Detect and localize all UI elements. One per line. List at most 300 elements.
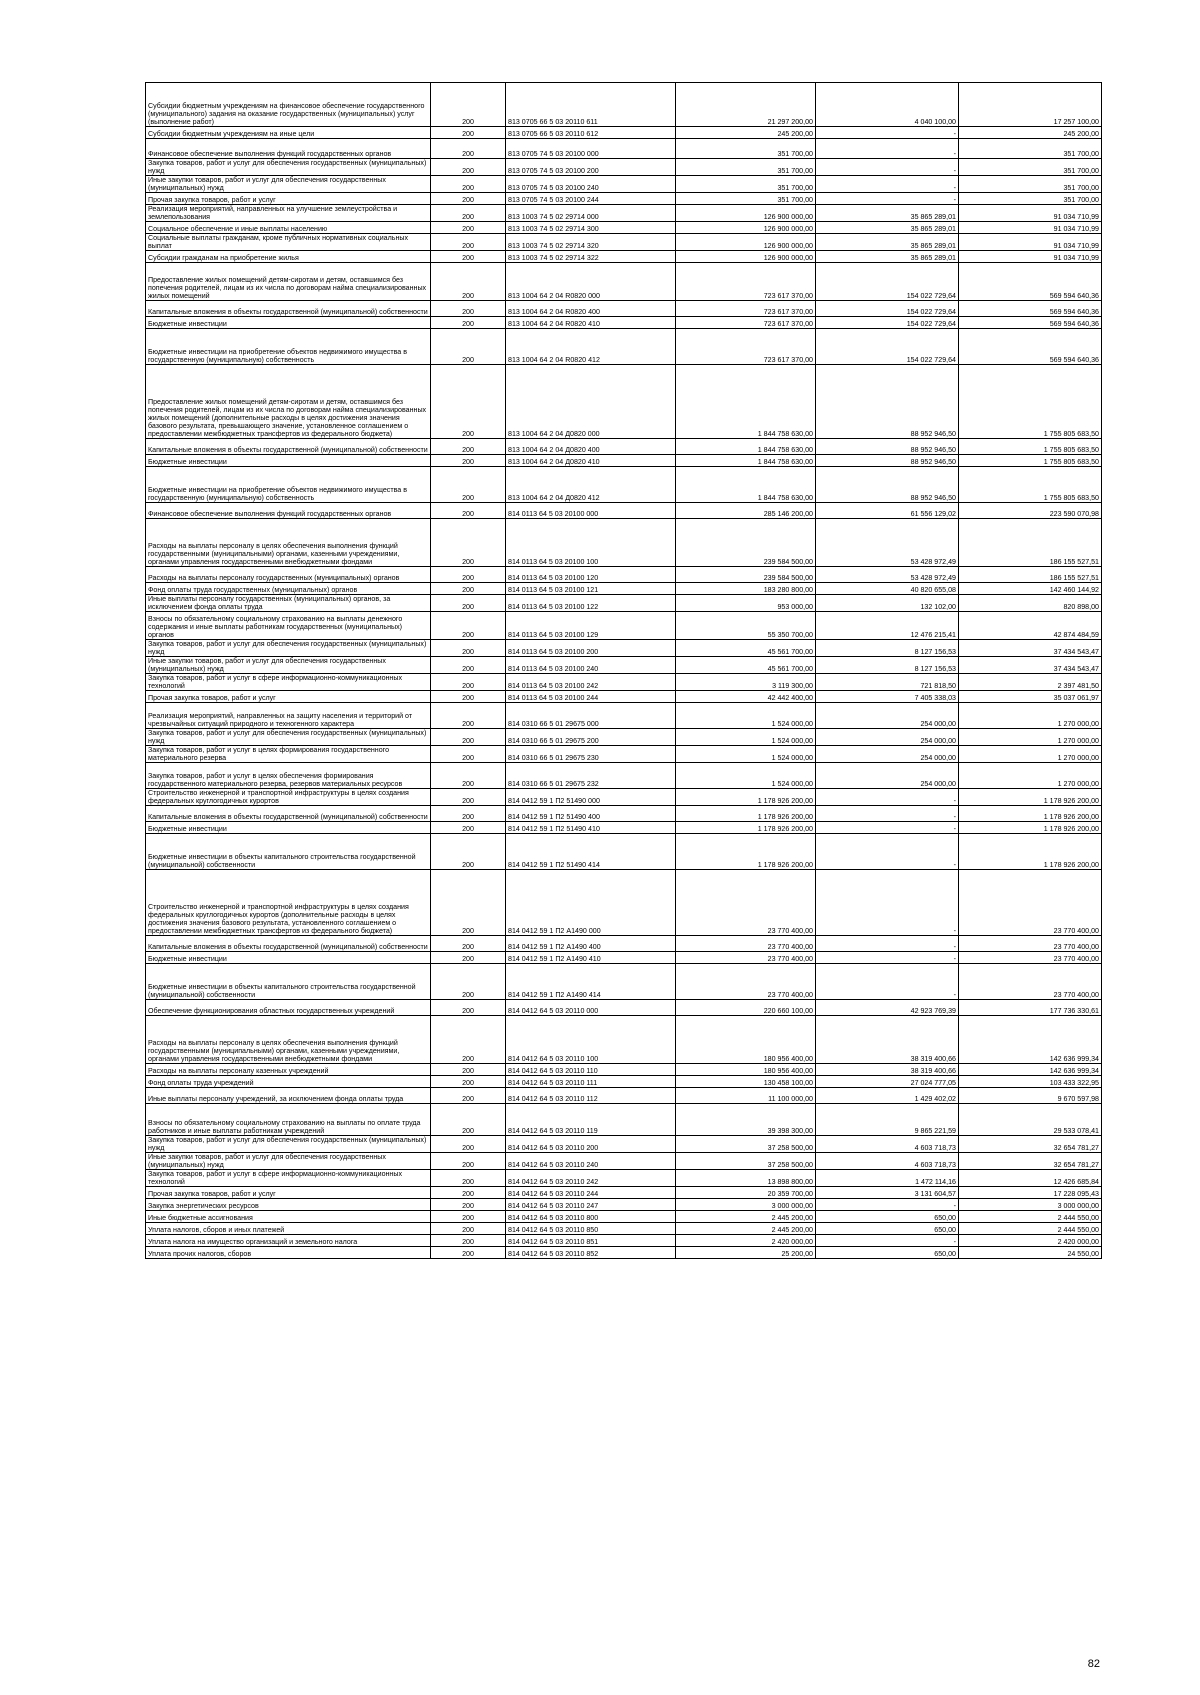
line-item-name: Закупка товаров, работ и услуг для обеспечения государственных (муниципальных) нужд <box>146 1136 431 1153</box>
approved-amount: 220 660 100,00 <box>676 1000 816 1016</box>
budget-classification-code: 814 0113 64 5 03 20100 240 <box>506 657 676 674</box>
line-item-name: Взносы по обязательному социальному страхованию на выплаты денежного содержания и иные выплаты работникам государственных (муниципальных) органов <box>146 612 431 640</box>
line-item-name: Закупка товаров, работ и услуг для обеспечения государственных (муниципальных) нужд <box>146 729 431 746</box>
line-code: 200 <box>431 467 506 503</box>
executed-amount: 254 000,00 <box>816 746 959 763</box>
line-item-name: Бюджетные инвестиции в объекты капитального строительства государственной (муниципальной) собственности <box>146 964 431 1000</box>
unexecuted-amount: 35 037 061,97 <box>959 691 1102 703</box>
approved-amount: 180 956 400,00 <box>676 1064 816 1076</box>
executed-amount: 8 127 156,53 <box>816 657 959 674</box>
executed-amount: 61 556 129,02 <box>816 503 959 519</box>
executed-amount: 88 952 946,50 <box>816 365 959 439</box>
line-item-name: Закупка товаров, работ и услуг в целях обеспечения формирования государственного материального резерва, резервов материальных ресурсов <box>146 763 431 789</box>
approved-amount: 1 844 758 630,00 <box>676 439 816 455</box>
budget-classification-code: 814 0412 59 1 П2 А1490 410 <box>506 952 676 964</box>
approved-amount: 1 524 000,00 <box>676 729 816 746</box>
line-item-name: Фонд оплаты труда учреждений <box>146 1076 431 1088</box>
line-item-name: Бюджетные инвестиции на приобретение объектов недвижимого имущества в государственную (муниципальную) собственность <box>146 329 431 365</box>
unexecuted-amount: 2 444 550,00 <box>959 1211 1102 1223</box>
table-row <box>146 1104 1102 1136</box>
table-row <box>146 263 1102 301</box>
line-item-name: Капитальные вложения в объекты государственной (муниципальной) собственности <box>146 301 431 317</box>
approved-amount: 1 844 758 630,00 <box>676 455 816 467</box>
table-row <box>146 657 1102 674</box>
line-item-name: Капитальные вложения в объекты государственной (муниципальной) собственности <box>146 439 431 455</box>
line-code: 200 <box>431 455 506 467</box>
line-code: 200 <box>431 674 506 691</box>
line-item-name: Иные закупки товаров, работ и услуг для обеспечения государственных (муниципальных) нужд <box>146 1153 431 1170</box>
approved-amount: 126 900 000,00 <box>676 234 816 251</box>
approved-amount: 20 359 700,00 <box>676 1187 816 1199</box>
table-row <box>146 612 1102 640</box>
line-item-name: Бюджетные инвестиции <box>146 455 431 467</box>
unexecuted-amount: 142 636 999,34 <box>959 1016 1102 1064</box>
line-code: 200 <box>431 1170 506 1187</box>
table-row <box>146 936 1102 952</box>
line-code: 200 <box>431 193 506 205</box>
executed-amount: - <box>816 806 959 822</box>
table-row <box>146 439 1102 455</box>
budget-classification-code: 814 0310 66 5 01 29675 232 <box>506 763 676 789</box>
line-code: 200 <box>431 1247 506 1259</box>
approved-amount: 351 700,00 <box>676 176 816 193</box>
executed-amount: - <box>816 127 959 139</box>
table-row <box>146 159 1102 176</box>
line-item-name: Иные выплаты персоналу учреждений, за исключением фонда оплаты труда <box>146 1088 431 1104</box>
budget-classification-code: 814 0412 64 5 03 20110 850 <box>506 1223 676 1235</box>
unexecuted-amount: 32 654 781,27 <box>959 1136 1102 1153</box>
executed-amount: - <box>816 139 959 159</box>
approved-amount: 126 900 000,00 <box>676 205 816 222</box>
approved-amount: 1 844 758 630,00 <box>676 365 816 439</box>
executed-amount: 35 865 289,01 <box>816 251 959 263</box>
unexecuted-amount: 23 770 400,00 <box>959 870 1102 936</box>
unexecuted-amount: 351 700,00 <box>959 176 1102 193</box>
executed-amount: 3 131 604,57 <box>816 1187 959 1199</box>
table-row <box>146 746 1102 763</box>
budget-classification-code: 814 0412 64 5 03 20110 240 <box>506 1153 676 1170</box>
approved-amount: 351 700,00 <box>676 159 816 176</box>
unexecuted-amount: 23 770 400,00 <box>959 952 1102 964</box>
executed-amount: 650,00 <box>816 1211 959 1223</box>
executed-amount: 132 102,00 <box>816 595 959 612</box>
budget-classification-code: 813 0705 66 5 03 20110 611 <box>506 83 676 127</box>
approved-amount: 45 561 700,00 <box>676 657 816 674</box>
executed-amount: - <box>816 1235 959 1247</box>
line-item-name: Иные закупки товаров, работ и услуг для обеспечения государственных (муниципальных) нужд <box>146 176 431 193</box>
approved-amount: 723 617 370,00 <box>676 301 816 317</box>
line-code: 200 <box>431 789 506 806</box>
executed-amount: 254 000,00 <box>816 703 959 729</box>
budget-classification-code: 814 0113 64 5 03 20100 121 <box>506 583 676 595</box>
unexecuted-amount: 23 770 400,00 <box>959 936 1102 952</box>
unexecuted-amount: 186 155 527,51 <box>959 567 1102 583</box>
unexecuted-amount: 1 178 926 200,00 <box>959 789 1102 806</box>
unexecuted-amount: 351 700,00 <box>959 193 1102 205</box>
approved-amount: 45 561 700,00 <box>676 640 816 657</box>
approved-amount: 2 420 000,00 <box>676 1235 816 1247</box>
unexecuted-amount: 1 178 926 200,00 <box>959 822 1102 834</box>
line-item-name: Расходы на выплаты персоналу в целях обеспечения выполнения функций государственными (муниципальными) органами, казенными учреждениями, органами управления государственными внебюджетными фондами <box>146 519 431 567</box>
budget-classification-code: 813 1004 64 2 04 Д0820 412 <box>506 467 676 503</box>
line-code: 200 <box>431 964 506 1000</box>
line-code: 200 <box>431 691 506 703</box>
line-item-name: Строительство инженерной и транспортной инфраструктуры в целях создания федеральных круглогодичных курортов <box>146 789 431 806</box>
executed-amount: 9 865 221,59 <box>816 1104 959 1136</box>
table-row <box>146 1088 1102 1104</box>
unexecuted-amount: 32 654 781,27 <box>959 1153 1102 1170</box>
table-row <box>146 222 1102 234</box>
unexecuted-amount: 177 736 330,61 <box>959 1000 1102 1016</box>
line-item-name: Закупка товаров, работ и услуг в целях формирования государственного материального резерва <box>146 746 431 763</box>
line-item-name: Социальное обеспечение и иные выплаты населению <box>146 222 431 234</box>
line-code: 200 <box>431 301 506 317</box>
line-code: 200 <box>431 1199 506 1211</box>
budget-classification-code: 814 0412 59 1 П2 А1490 414 <box>506 964 676 1000</box>
approved-amount: 23 770 400,00 <box>676 952 816 964</box>
budget-classification-code: 814 0412 64 5 03 20110 851 <box>506 1235 676 1247</box>
executed-amount: - <box>816 936 959 952</box>
approved-amount: 1 524 000,00 <box>676 746 816 763</box>
line-code: 200 <box>431 583 506 595</box>
approved-amount: 126 900 000,00 <box>676 222 816 234</box>
line-item-name: Предоставление жилых помещений детям-сиротам и детям, оставшимся без попечения родителей, лицам из их числа по договорам найма специализированных жилых помещений (дополнительные расходы в целях достижения значения базового результата, превышающего значение, установленное соглашением о предоставлении межбюджетных трансфертов из федерального бюджета) <box>146 365 431 439</box>
line-code: 200 <box>431 1235 506 1247</box>
unexecuted-amount: 351 700,00 <box>959 159 1102 176</box>
line-code: 200 <box>431 1211 506 1223</box>
executed-amount: 42 923 769,39 <box>816 1000 959 1016</box>
table-row <box>146 1064 1102 1076</box>
unexecuted-amount: 569 594 640,36 <box>959 301 1102 317</box>
budget-classification-code: 814 0113 64 5 03 20100 122 <box>506 595 676 612</box>
executed-amount: - <box>816 964 959 1000</box>
line-item-name: Расходы на выплаты персоналу казенных учреждений <box>146 1064 431 1076</box>
approved-amount: 11 100 000,00 <box>676 1088 816 1104</box>
page-number: 82 <box>1087 1658 1100 1670</box>
approved-amount: 25 200,00 <box>676 1247 816 1259</box>
table-body <box>146 83 1102 1259</box>
table-row <box>146 952 1102 964</box>
line-item-name: Уплата налога на имущество организаций и земельного налога <box>146 1235 431 1247</box>
executed-amount: - <box>816 159 959 176</box>
budget-classification-code: 813 1004 64 2 04 R0820 000 <box>506 263 676 301</box>
line-code: 200 <box>431 746 506 763</box>
budget-classification-code: 813 1004 64 2 04 Д0820 410 <box>506 455 676 467</box>
table-row <box>146 83 1102 127</box>
table-row <box>146 1153 1102 1170</box>
table-row <box>146 674 1102 691</box>
approved-amount: 183 280 800,00 <box>676 583 816 595</box>
line-item-name: Субсидии бюджетным учреждениям на иные цели <box>146 127 431 139</box>
approved-amount: 180 956 400,00 <box>676 1016 816 1064</box>
approved-amount: 130 458 100,00 <box>676 1076 816 1088</box>
approved-amount: 13 898 800,00 <box>676 1170 816 1187</box>
budget-classification-code: 814 0310 66 5 01 29675 230 <box>506 746 676 763</box>
unexecuted-amount: 3 000 000,00 <box>959 1199 1102 1211</box>
executed-amount: 35 865 289,01 <box>816 205 959 222</box>
approved-amount: 1 524 000,00 <box>676 763 816 789</box>
line-item-name: Взносы по обязательному социальному страхованию на выплаты по оплате труда работников и иные выплаты работникам учреждений <box>146 1104 431 1136</box>
table-row <box>146 205 1102 222</box>
approved-amount: 1 178 926 200,00 <box>676 834 816 870</box>
budget-classification-code: 813 0705 74 5 03 20100 244 <box>506 193 676 205</box>
line-code: 200 <box>431 1136 506 1153</box>
line-code: 200 <box>431 1187 506 1199</box>
unexecuted-amount: 1 270 000,00 <box>959 746 1102 763</box>
approved-amount: 3 000 000,00 <box>676 1199 816 1211</box>
line-item-name: Бюджетные инвестиции на приобретение объектов недвижимого имущества в государственную (муниципальную) собственность <box>146 467 431 503</box>
approved-amount: 351 700,00 <box>676 193 816 205</box>
table-row <box>146 234 1102 251</box>
approved-amount: 42 442 400,00 <box>676 691 816 703</box>
unexecuted-amount: 1 755 805 683,50 <box>959 365 1102 439</box>
executed-amount: 650,00 <box>816 1247 959 1259</box>
line-item-name: Закупка товаров, работ и услуг для обеспечения государственных (муниципальных) нужд <box>146 640 431 657</box>
budget-classification-code: 814 0412 64 5 03 20110 852 <box>506 1247 676 1259</box>
unexecuted-amount: 142 636 999,34 <box>959 1064 1102 1076</box>
unexecuted-amount: 29 533 078,41 <box>959 1104 1102 1136</box>
executed-amount: 154 022 729,64 <box>816 329 959 365</box>
budget-classification-code: 814 0412 64 5 03 20110 100 <box>506 1016 676 1064</box>
approved-amount: 1 178 926 200,00 <box>676 806 816 822</box>
budget-classification-code: 814 0412 64 5 03 20110 200 <box>506 1136 676 1153</box>
line-item-name: Фонд оплаты труда государственных (муниципальных) органов <box>146 583 431 595</box>
budget-classification-code: 813 1003 74 5 02 29714 322 <box>506 251 676 263</box>
budget-classification-code: 814 0412 59 1 П2 А1490 400 <box>506 936 676 952</box>
table-row <box>146 583 1102 595</box>
executed-amount: 1 429 402,02 <box>816 1088 959 1104</box>
executed-amount: 721 818,50 <box>816 674 959 691</box>
line-code: 200 <box>431 822 506 834</box>
line-item-name: Закупка товаров, работ и услуг в сфере информационно-коммуникационных технологий <box>146 674 431 691</box>
unexecuted-amount: 42 874 484,59 <box>959 612 1102 640</box>
budget-classification-code: 814 0113 64 5 03 20100 200 <box>506 640 676 657</box>
line-item-name: Социальные выплаты гражданам, кроме публичных нормативных социальных выплат <box>146 234 431 251</box>
approved-amount: 285 146 200,00 <box>676 503 816 519</box>
line-item-name: Закупка товаров, работ и услуг для обеспечения государственных (муниципальных) нужд <box>146 159 431 176</box>
unexecuted-amount: 1 270 000,00 <box>959 703 1102 729</box>
line-code: 200 <box>431 503 506 519</box>
executed-amount: 1 472 114,16 <box>816 1170 959 1187</box>
executed-amount: 38 319 400,66 <box>816 1064 959 1076</box>
unexecuted-amount: 91 034 710,99 <box>959 251 1102 263</box>
budget-classification-code: 813 1003 74 5 02 29714 300 <box>506 222 676 234</box>
unexecuted-amount: 142 460 144,92 <box>959 583 1102 595</box>
line-item-name: Бюджетные инвестиции <box>146 952 431 964</box>
line-code: 200 <box>431 176 506 193</box>
budget-classification-code: 813 1004 64 2 04 R0820 410 <box>506 317 676 329</box>
budget-classification-code: 814 0412 59 1 П2 А1490 000 <box>506 870 676 936</box>
line-item-name: Субсидии бюджетным учреждениям на финансовое обеспечение государственного (муниципального) задания на оказание государственных (муниципальных) услуг (выполнение работ) <box>146 83 431 127</box>
executed-amount: 53 428 972,49 <box>816 567 959 583</box>
table-row <box>146 176 1102 193</box>
table-row <box>146 691 1102 703</box>
line-item-name: Уплата прочих налогов, сборов <box>146 1247 431 1259</box>
executed-amount: 154 022 729,64 <box>816 263 959 301</box>
line-code: 200 <box>431 952 506 964</box>
line-item-name: Реализация мероприятий, направленных на защиту населения и территорий от чрезвычайных ситуаций природного и техногенного характера <box>146 703 431 729</box>
line-code: 200 <box>431 329 506 365</box>
executed-amount: - <box>816 193 959 205</box>
budget-classification-code: 813 1004 64 2 04 Д0820 000 <box>506 365 676 439</box>
table-row <box>146 763 1102 789</box>
unexecuted-amount: 1 755 805 683,50 <box>959 467 1102 503</box>
budget-classification-code: 814 0113 64 5 03 20100 244 <box>506 691 676 703</box>
table-row <box>146 1211 1102 1223</box>
line-item-name: Бюджетные инвестиции <box>146 317 431 329</box>
approved-amount: 239 584 500,00 <box>676 519 816 567</box>
line-item-name: Прочая закупка товаров, работ и услуг <box>146 193 431 205</box>
table-row <box>146 251 1102 263</box>
line-item-name: Уплата налогов, сборов и иных платежей <box>146 1223 431 1235</box>
unexecuted-amount: 1 270 000,00 <box>959 763 1102 789</box>
unexecuted-amount: 245 200,00 <box>959 127 1102 139</box>
line-item-name: Бюджетные инвестиции <box>146 822 431 834</box>
line-code: 200 <box>431 1000 506 1016</box>
line-code: 200 <box>431 834 506 870</box>
line-code: 200 <box>431 567 506 583</box>
executed-amount: - <box>816 870 959 936</box>
line-item-name: Реализация мероприятий, направленных на улучшение землеустройства и землепользования <box>146 205 431 222</box>
unexecuted-amount: 91 034 710,99 <box>959 205 1102 222</box>
table-row <box>146 519 1102 567</box>
table-row <box>146 834 1102 870</box>
table-row <box>146 1076 1102 1088</box>
line-code: 200 <box>431 234 506 251</box>
table-row <box>146 1187 1102 1199</box>
approved-amount: 1 844 758 630,00 <box>676 467 816 503</box>
table-row <box>146 1235 1102 1247</box>
executed-amount: 8 127 156,53 <box>816 640 959 657</box>
unexecuted-amount: 91 034 710,99 <box>959 222 1102 234</box>
table-row <box>146 1136 1102 1153</box>
unexecuted-amount: 223 590 070,98 <box>959 503 1102 519</box>
executed-amount: 88 952 946,50 <box>816 439 959 455</box>
approved-amount: 723 617 370,00 <box>676 317 816 329</box>
executed-amount: - <box>816 834 959 870</box>
unexecuted-amount: 569 594 640,36 <box>959 263 1102 301</box>
executed-amount: - <box>816 789 959 806</box>
budget-classification-code: 814 0412 64 5 03 20110 800 <box>506 1211 676 1223</box>
line-code: 200 <box>431 1088 506 1104</box>
approved-amount: 2 445 200,00 <box>676 1211 816 1223</box>
line-code: 200 <box>431 205 506 222</box>
unexecuted-amount: 1 270 000,00 <box>959 729 1102 746</box>
approved-amount: 39 398 300,00 <box>676 1104 816 1136</box>
executed-amount: 7 405 338,03 <box>816 691 959 703</box>
unexecuted-amount: 37 434 543,47 <box>959 640 1102 657</box>
line-code: 200 <box>431 703 506 729</box>
executed-amount: 35 865 289,01 <box>816 234 959 251</box>
table-row <box>146 365 1102 439</box>
budget-classification-code: 813 1003 74 5 02 29714 000 <box>506 205 676 222</box>
executed-amount: 38 319 400,66 <box>816 1016 959 1064</box>
unexecuted-amount: 820 898,00 <box>959 595 1102 612</box>
line-item-name: Прочая закупка товаров, работ и услуг <box>146 1187 431 1199</box>
approved-amount: 1 178 926 200,00 <box>676 789 816 806</box>
line-item-name: Предоставление жилых помещений детям-сиротам и детям, оставшимся без попечения родителей, лицам из их числа по договорам найма специализированных жилых помещений <box>146 263 431 301</box>
budget-classification-code: 814 0412 64 5 03 20110 110 <box>506 1064 676 1076</box>
line-code: 200 <box>431 729 506 746</box>
unexecuted-amount: 2 420 000,00 <box>959 1235 1102 1247</box>
executed-amount: - <box>816 176 959 193</box>
executed-amount: - <box>816 822 959 834</box>
budget-classification-code: 814 0310 66 5 01 29675 000 <box>506 703 676 729</box>
line-code: 200 <box>431 519 506 567</box>
approved-amount: 55 350 700,00 <box>676 612 816 640</box>
budget-classification-code: 814 0412 64 5 03 20110 244 <box>506 1187 676 1199</box>
budget-classification-code: 814 0412 64 5 03 20110 000 <box>506 1000 676 1016</box>
line-code: 200 <box>431 365 506 439</box>
table-row <box>146 595 1102 612</box>
executed-amount: 154 022 729,64 <box>816 317 959 329</box>
executed-amount: 40 820 655,08 <box>816 583 959 595</box>
budget-classification-code: 814 0310 66 5 01 29675 200 <box>506 729 676 746</box>
unexecuted-amount: 569 594 640,36 <box>959 317 1102 329</box>
unexecuted-amount: 24 550,00 <box>959 1247 1102 1259</box>
approved-amount: 23 770 400,00 <box>676 964 816 1000</box>
executed-amount: 88 952 946,50 <box>816 467 959 503</box>
unexecuted-amount: 1 755 805 683,50 <box>959 455 1102 467</box>
approved-amount: 23 770 400,00 <box>676 870 816 936</box>
line-item-name: Субсидии гражданам на приобретение жилья <box>146 251 431 263</box>
table-row <box>146 127 1102 139</box>
unexecuted-amount: 2 397 481,50 <box>959 674 1102 691</box>
line-code: 200 <box>431 595 506 612</box>
budget-classification-code: 813 0705 74 5 03 20100 240 <box>506 176 676 193</box>
executed-amount: 35 865 289,01 <box>816 222 959 234</box>
line-item-name: Финансовое обеспечение выполнения функций государственных органов <box>146 139 431 159</box>
line-item-name: Обеспечение функционирования областных государственных учреждений <box>146 1000 431 1016</box>
line-code: 200 <box>431 870 506 936</box>
line-item-name: Расходы на выплаты персоналу в целях обеспечения выполнения функций государственными (муниципальными) органами, казенными учреждениями, органами управления государственными внебюджетными фондами <box>146 1016 431 1064</box>
table-row <box>146 1016 1102 1064</box>
budget-classification-code: 814 0412 59 1 П2 51490 000 <box>506 789 676 806</box>
table-row <box>146 789 1102 806</box>
budget-classification-code: 814 0412 59 1 П2 51490 414 <box>506 834 676 870</box>
unexecuted-amount: 91 034 710,99 <box>959 234 1102 251</box>
line-code: 200 <box>431 1153 506 1170</box>
unexecuted-amount: 17 257 100,00 <box>959 83 1102 127</box>
line-item-name: Капитальные вложения в объекты государственной (муниципальной) собственности <box>146 806 431 822</box>
table-row <box>146 1000 1102 1016</box>
line-code: 200 <box>431 222 506 234</box>
table-row <box>146 1199 1102 1211</box>
executed-amount: 4 040 100,00 <box>816 83 959 127</box>
line-code: 200 <box>431 763 506 789</box>
budget-classification-code: 814 0412 64 5 03 20110 111 <box>506 1076 676 1088</box>
approved-amount: 723 617 370,00 <box>676 263 816 301</box>
executed-amount: 254 000,00 <box>816 763 959 789</box>
table-row <box>146 139 1102 159</box>
line-code: 200 <box>431 936 506 952</box>
unexecuted-amount: 23 770 400,00 <box>959 964 1102 1000</box>
budget-classification-code: 814 0113 64 5 03 20100 100 <box>506 519 676 567</box>
line-item-name: Финансовое обеспечение выполнения функций государственных органов <box>146 503 431 519</box>
approved-amount: 245 200,00 <box>676 127 816 139</box>
line-code: 200 <box>431 439 506 455</box>
executed-amount: 27 024 777,05 <box>816 1076 959 1088</box>
line-item-name: Прочая закупка товаров, работ и услуг <box>146 691 431 703</box>
line-item-name: Капитальные вложения в объекты государственной (муниципальной) собственности <box>146 936 431 952</box>
budget-classification-code: 813 1004 64 2 04 Д0820 400 <box>506 439 676 455</box>
executed-amount: 53 428 972,49 <box>816 519 959 567</box>
table-row <box>146 503 1102 519</box>
line-code: 200 <box>431 159 506 176</box>
budget-classification-code: 814 0412 59 1 П2 51490 410 <box>506 822 676 834</box>
table-row <box>146 317 1102 329</box>
executed-amount: 154 022 729,64 <box>816 301 959 317</box>
